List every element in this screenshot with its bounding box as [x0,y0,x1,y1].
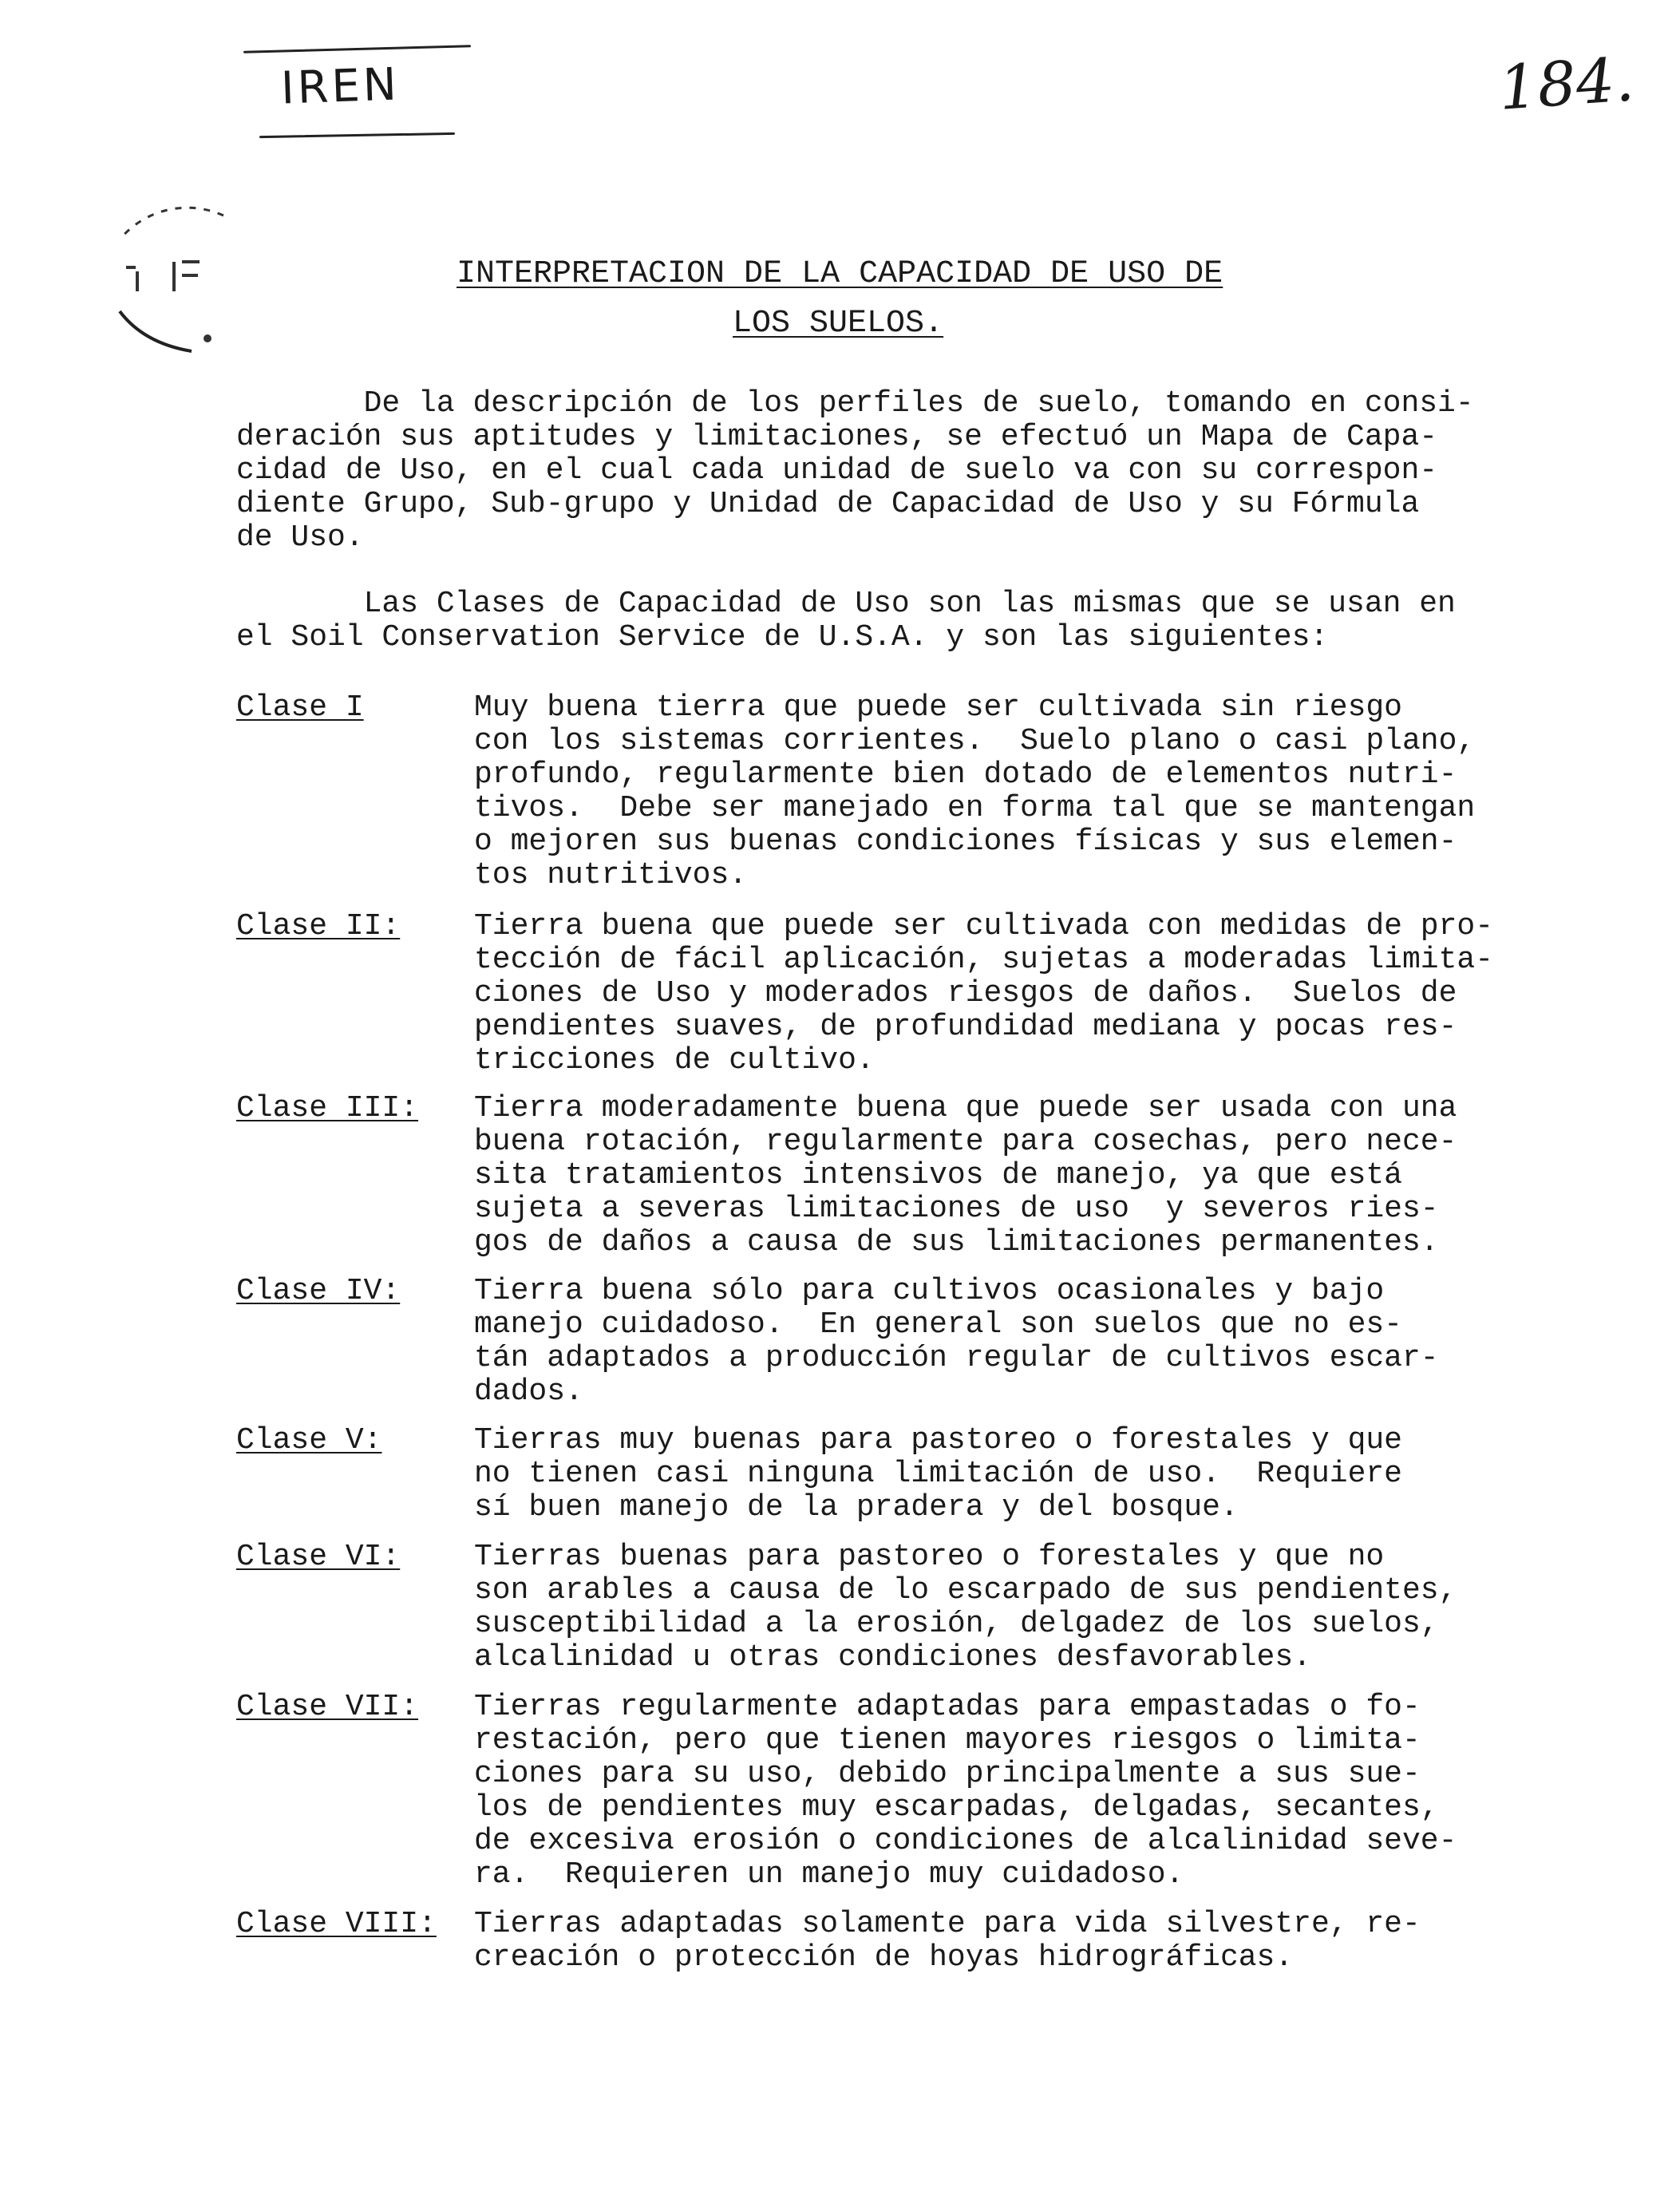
class-label: Clase II: [236,909,401,943]
class-label: Clase VII: [236,1690,419,1724]
intro-paragraph: De la descripción de los perfiles de suelo, tomando en consi- deración sus aptitudes y limitaciones, se efectuó un Mapa de Capa- cidad de Uso, en el cual cada unidad de suelo va con su correspon- diente Grupo, Sub-grupo y Unidad de Capacidad de Uso y su Fórmula de Uso. [236,386,1474,555]
class-description: Tierras regularmente adaptadas para empastadas o fo- restación, pero que tienen mayores riesgos o limita- ciones para su uso, debido principalmente a sus sue- los de pendientes muy escarpadas, delgadas, secantes, de excesiva erosión o condiciones de alcalinidad seve- ra. Requieren un manejo muy cuidadoso. [474,1690,1457,1892]
class-description: Tierra buena que puede ser cultivada con medidas de pro- tección de fácil aplicación, sujetas a moderadas limita- ciones de Uso y moderados riesgos de daños. Suelos de pendientes suaves, de profundidad mediana y pocas res- tricciones de cultivo. [474,909,1494,1078]
class-label: Clase IV: [236,1274,401,1308]
tag-bottom-rule [259,132,455,138]
class-label: Clase VIII: [236,1907,437,1941]
handwritten-tag: IREN [279,58,401,115]
circular-stamp-icon [88,192,271,359]
class-description: Tierras muy buenas para pastoreo o forestales y que no tienen casi ninguna limitación de uso. Requiere sí buen manejo de la pradera y del bosque. [474,1423,1402,1525]
title-line-2: LOS SUELOS. [733,306,944,342]
class-label: Clase I [236,690,364,725]
class-description: Tierra moderadamente buena que puede ser usada con una buena rotación, regularmente para cosechas, pero nece- sita tratamientos intensivos de manejo, ya que está sujeta a severas limitaciones de uso y severos ries- gos de daños a causa de sus limitaciones permanentes. [474,1091,1457,1260]
title-line-1: INTERPRETACION DE LA CAPACIDAD DE USO DE [457,256,1223,292]
page-number: 184. [1496,43,1637,124]
class-description: Tierras adaptadas solamente para vida silvestre, re- creación o protección de hoyas hidrográficas. [474,1907,1421,1975]
class-description: Tierra buena sólo para cultivos ocasionales y bajo manejo cuidadoso. En general son suelos que no es- tán adaptados a producción regular de cultivos escar- dados. [474,1274,1439,1409]
document-title [457,250,1255,349]
class-label: Clase VI: [236,1540,401,1574]
class-label: Clase III: [236,1091,419,1125]
classes-intro-paragraph: Las Clases de Capacidad de Uso son las mismas que se usan en el Soil Conservation Service de U.S.A. y son las siguientes: [236,587,1456,655]
class-description: Tierras buenas para pastoreo o forestales y que no son arables a causa de lo escarpado de sus pendientes, susceptibilidad a la erosión, delgadez de los suelos, alcalinidad u otras condiciones desfavorables. [474,1540,1457,1675]
class-label: Clase V: [236,1423,382,1457]
class-description: Muy buena tierra que puede ser cultivada sin riesgo con los sistemas corrientes. Suelo plano o casi plano, profundo, regularmente bien dotado de elementos nutri- tivos. Debe ser manejado en forma tal que se mantengan o mejoren sus buenas condiciones físicas y sus elemen- tos nutritivos. [474,690,1476,892]
tag-top-rule [243,45,471,53]
